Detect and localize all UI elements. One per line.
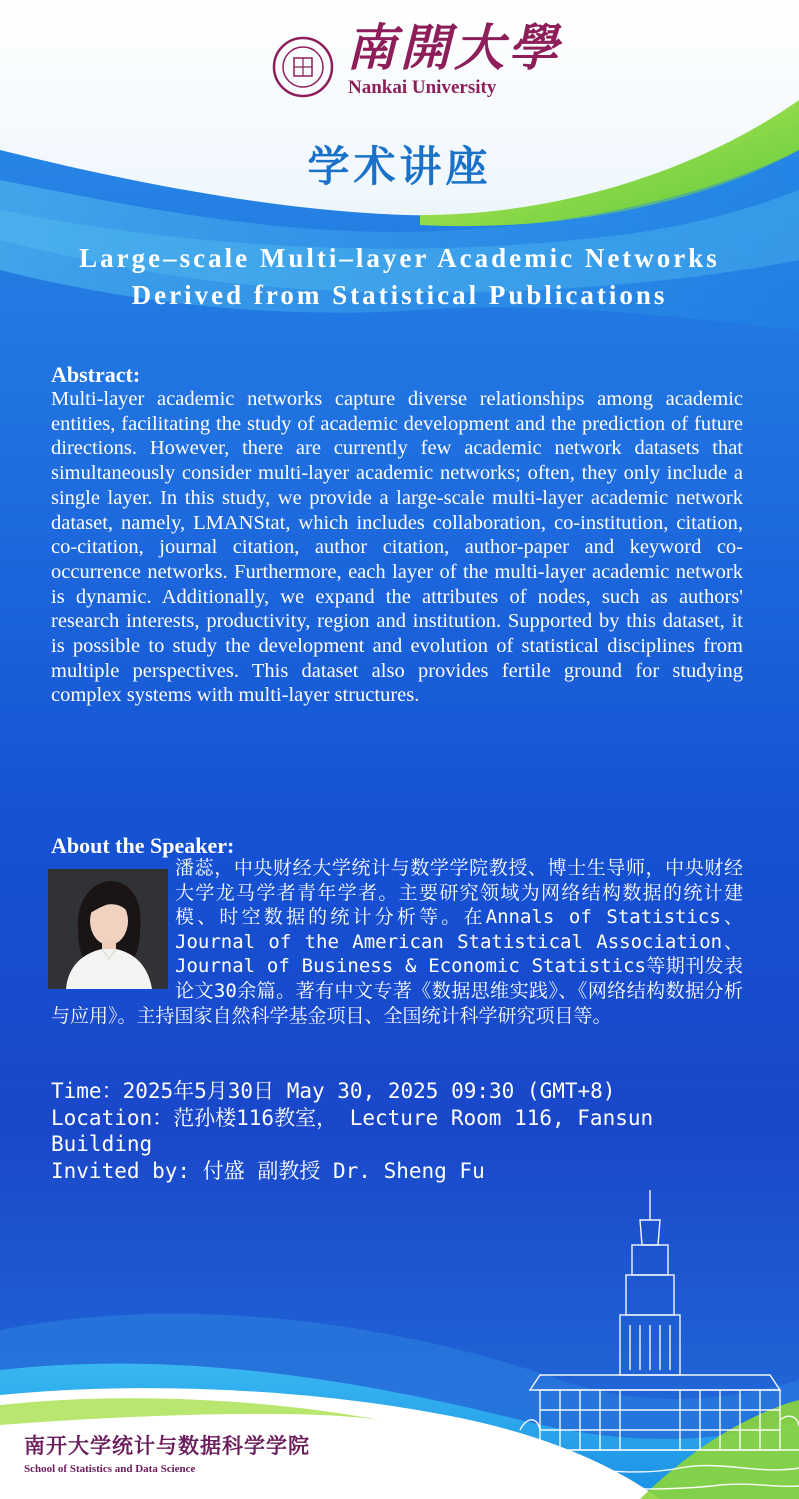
abstract-heading: Abstract:: [51, 362, 141, 387]
speaker-bio-text: 潘蕊，中央财经大学统计与数学学院教授、博士生导师，中央财经大学龙马学者青年学者。主要研究领域为网络结构数据的统计建模、时空数据的统计分析等。在Annals of Statistics、Journal of the American Statistical Association、Journal of Business & Economic Statistics等期刊发表论文30余篇。著有中文专著《数据思维实践》、《网络结构数据分析与应用》。主持国家自然科学基金项目、全国统计科学研究项目等。: [51, 857, 743, 1027]
speaker-photo: [48, 869, 168, 989]
school-name-chinese: 南开大学统计与数据科学学院: [24, 1433, 310, 1458]
event-type-heading: 学术讲座: [307, 142, 492, 191]
event-info: [51, 1078, 751, 1184]
speaker-heading: About the Speaker:: [51, 833, 235, 858]
talk-title: [20, 240, 779, 314]
university-name-chinese: 南開大學: [346, 18, 562, 77]
university-name-english: Nankai University: [348, 77, 497, 98]
event-invited-by: Invited by: 付盛 副教授 Dr. Sheng Fu: [51, 1158, 485, 1183]
event-time: Time：2025年5月30日 May 30, 2025 09:30 (GMT+8): [51, 1079, 616, 1103]
main-building-sketch: [480, 1190, 799, 1499]
talk-title-line-1: Large–scale Multi–layer Academic Networks: [79, 243, 720, 273]
talk-title-line-2: Derived from Statistical Publications: [131, 280, 668, 310]
university-seal-logo: [272, 36, 334, 98]
abstract-body: Multi-layer academic networks capture diverse relationships among academic entities, facilitating the study of academic development and the prediction of future directions. However, there are currently few academic network datasets that simultaneously consider multi-layer academic networks; often, they only include a single layer. In this study, we provide a large-scale multi-layer academic network dataset, namely, LMANStat, which includes collaboration, co-institution, citation, co-citation, journal citation, author citation, author-paper and keyword co-occurrence networks. Furthermore, each layer of the multi-layer academic network is dynamic. Additionally, we expand the attributes of nodes, such as authors' research interests, productivity, region and institution. Supported by this dataset, it is possible to study the development and evolution of statistical disciplines from multiple perspectives. This dataset also provides fertile ground for studying complex systems with multi-layer structures.: [51, 388, 743, 707]
event-location: Location：范孙楼116教室， Lecture Room 116, Fansun Building: [51, 1105, 654, 1156]
school-name-english: School of Statistics and Data Science: [24, 1463, 196, 1475]
